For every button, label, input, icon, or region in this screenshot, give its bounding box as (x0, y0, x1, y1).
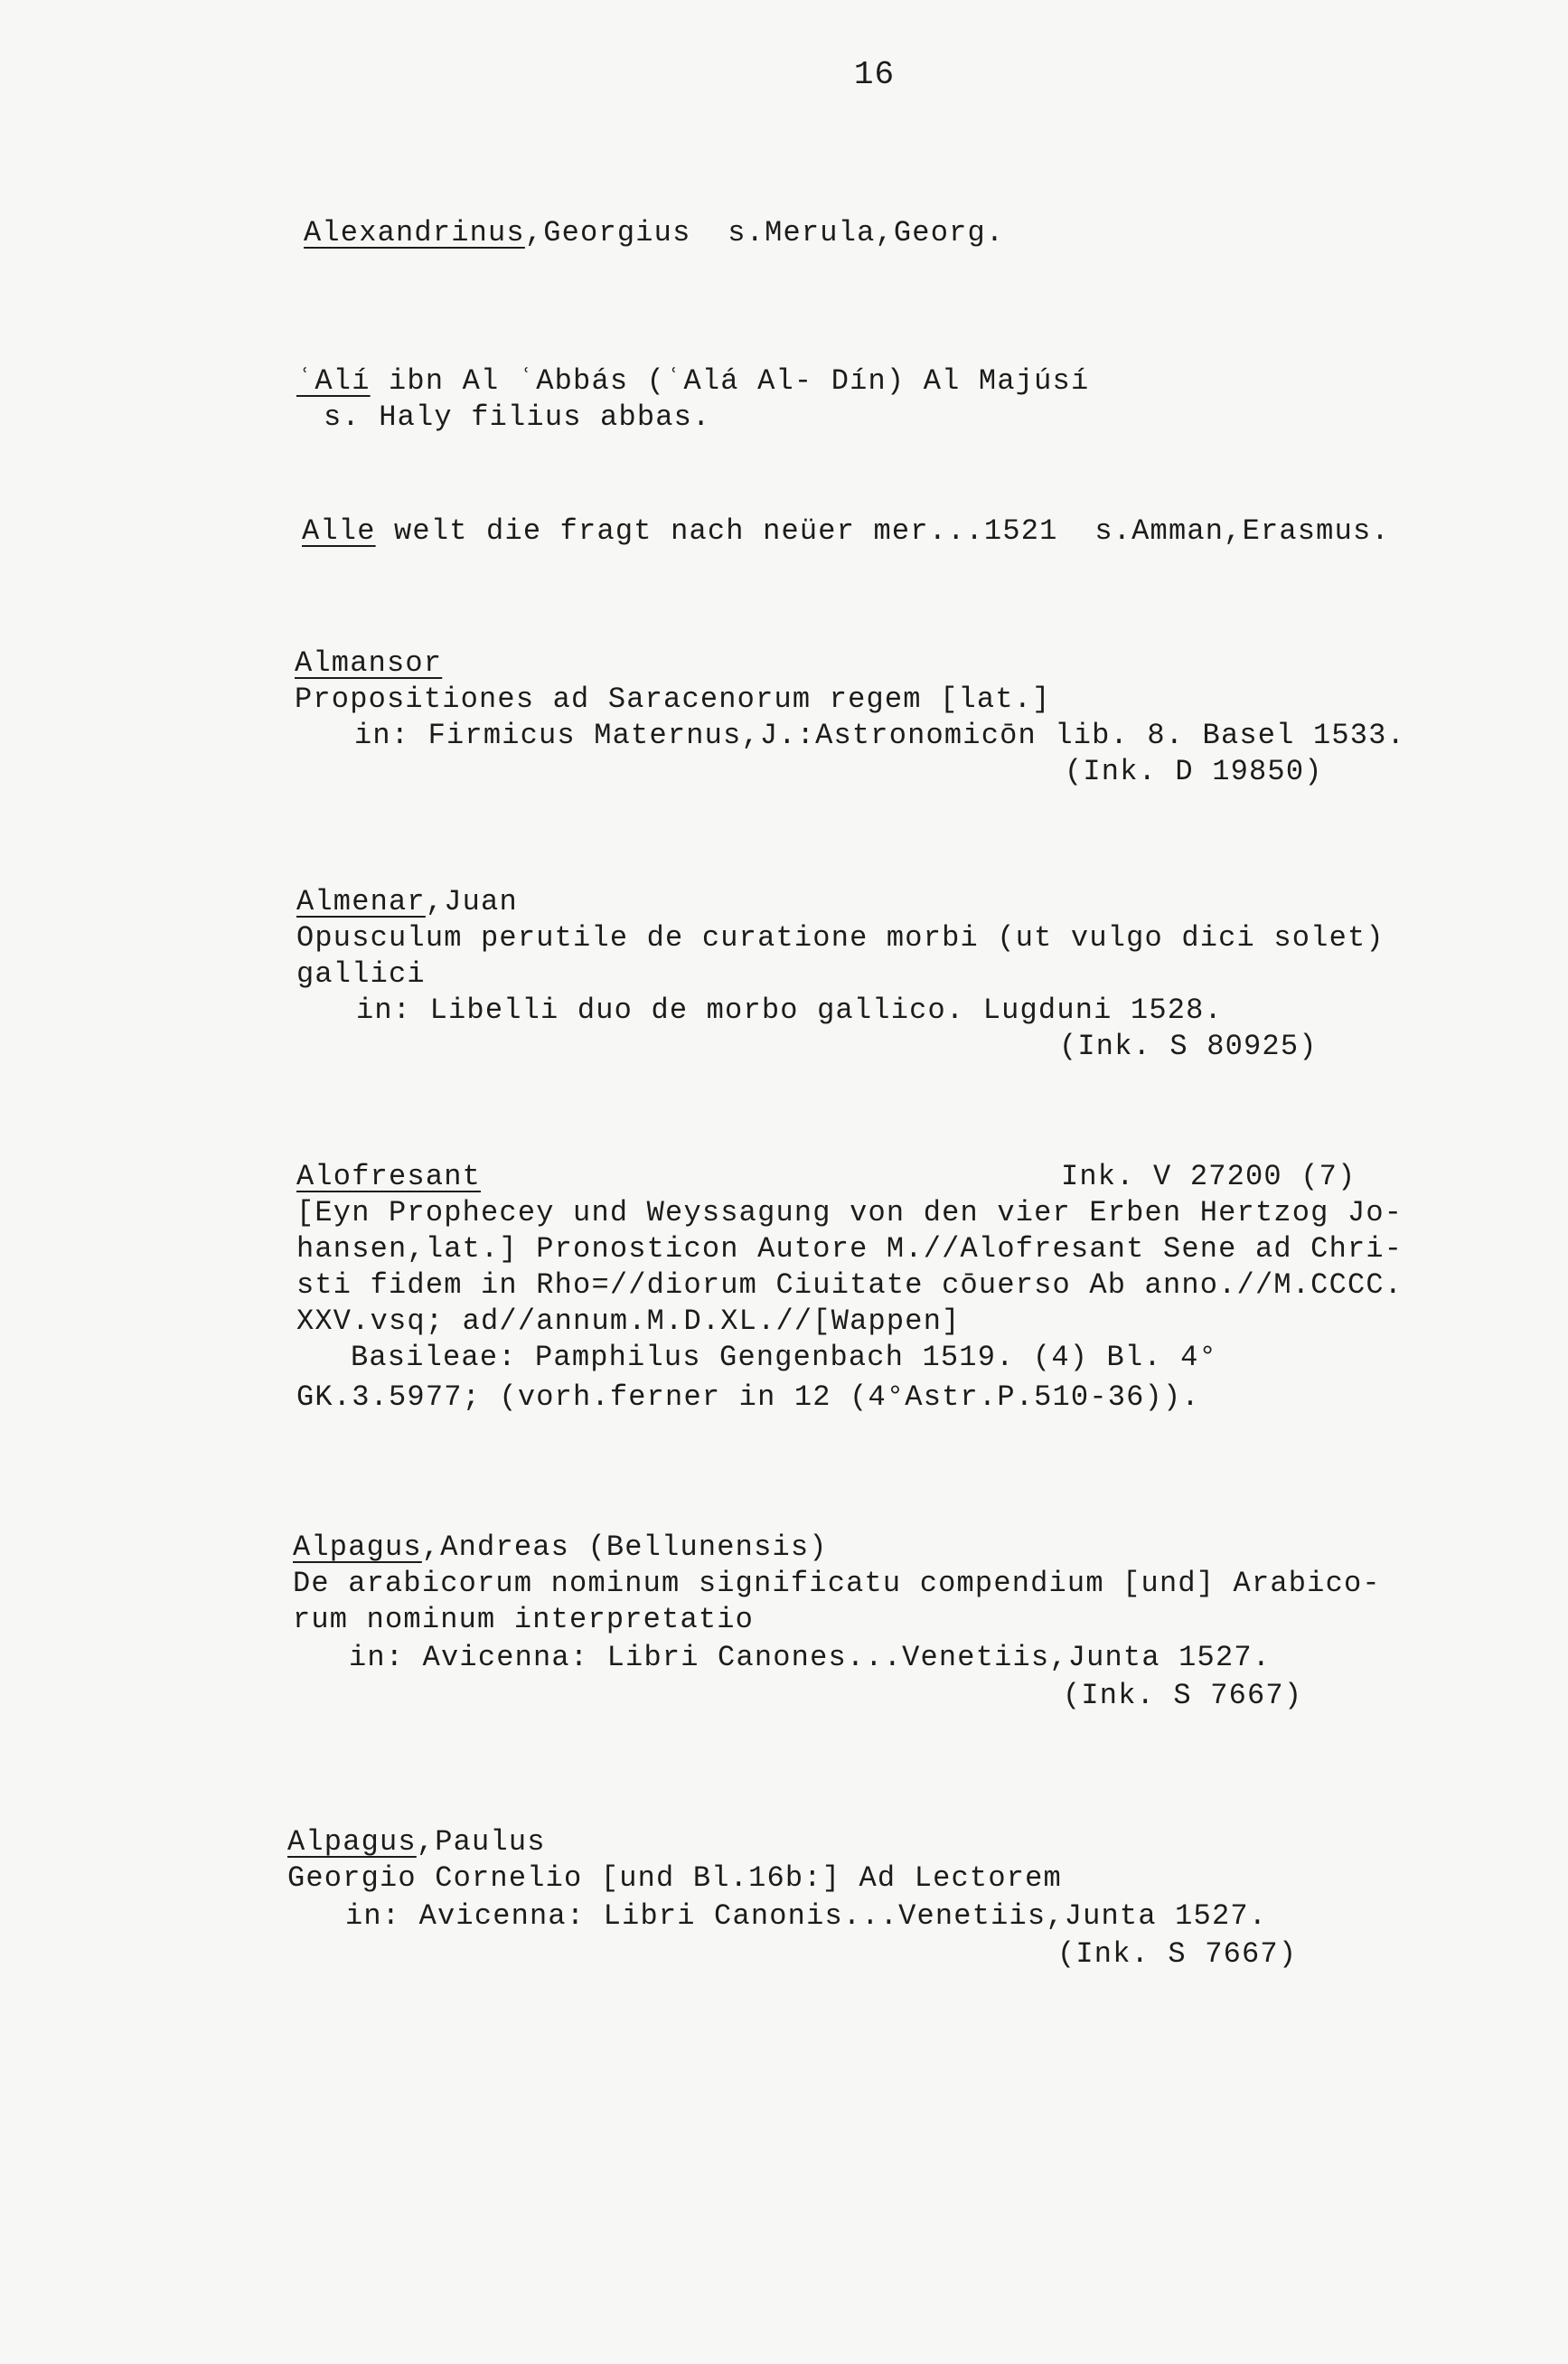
entry-heading-rest: ibn Al ʿAbbás (ʿAlá Al- Dín) Al Majúsí (370, 364, 1090, 398)
entry-line (302, 513, 1390, 550)
entry-heading: Alpagus (287, 1825, 417, 1859)
entry-line: in: Firmicus Maternus,J.:Astronomicōn lib. 8. Basel 1533. (354, 719, 1405, 752)
entry-line: in: Libelli duo de morbo gallico. Lugduni 1528. (356, 994, 1223, 1027)
entry-shelfmark: (Ink. D 19850) (1065, 755, 1323, 788)
entry-heading: Alpagus (293, 1530, 422, 1564)
entry-line (293, 1530, 828, 1566)
entry-shelfmark: (Ink. S 7667) (1057, 1937, 1298, 1971)
entry-line: Propositiones ad Saracenorum regem [lat.] (295, 683, 1051, 716)
entry-shelfmark: Ink. V 27200 (7) (1061, 1160, 1357, 1193)
entry-shelfmark: (Ink. S 7667) (1063, 1679, 1303, 1712)
entry-heading-rest: ,Andreas (Bellunensis) (421, 1530, 828, 1564)
page-number: 16 (853, 56, 896, 93)
entry-line: hansen,lat.] Pronosticon Autore M.//Alofresant Sene ad Chri- (296, 1232, 1404, 1266)
entry-heading: Alexandrinus (304, 216, 525, 250)
entry-line: Basileae: Pamphilus Gengenbach 1519. (4) Bl. 4° (351, 1341, 1217, 1374)
entry-heading-rest: ,Juan (425, 885, 518, 918)
entry-line (296, 884, 518, 920)
entry-line: rum nominum interpretatio (293, 1603, 755, 1636)
entry-line: XXV.vsq; ad//annum.M.D.XL.//[Wappen] (296, 1304, 961, 1338)
entry-heading-rest: ,Georgius s.Merula,Georg. (524, 216, 1005, 250)
entry-line: GK.3.5977; (vorh.ferner in 12 (4°Astr.P.510-36)). (296, 1380, 1200, 1414)
entry-line (296, 363, 1089, 400)
entry-line: in: Avicenna: Libri Canones...Venetiis,Junta 1527. (349, 1641, 1272, 1674)
entry-line: Georgio Cornelio [und Bl.16b:] Ad Lectorem (287, 1861, 1062, 1895)
entry-heading-rest: ,Paulus (416, 1825, 546, 1859)
entry-heading: Almenar (296, 885, 426, 918)
entry-shelfmark: (Ink. S 80925) (1059, 1030, 1318, 1063)
entry-heading: ʿAlí (296, 364, 371, 398)
entry-heading: Almansor (295, 646, 443, 680)
entry-line (287, 1824, 546, 1860)
entry-line: s. Haly filius abbas. (324, 400, 711, 434)
entry-line: Opusculum perutile de curatione morbi (ut vulgo dici solet) (296, 921, 1385, 955)
entry-heading-rest: welt die fragt nach neüer mer...1521 s.Amman,Erasmus. (375, 514, 1390, 548)
entry-line (304, 215, 1004, 251)
entry-line: De arabicorum nominum significatu compendium [und] Arabico- (293, 1567, 1381, 1600)
entry-line: sti fidem in Rho=//diorum Ciuitate cōuerso Ab anno.//M.CCCC. (296, 1268, 1404, 1302)
entry-line: in: Avicenna: Libri Canonis...Venetiis,Junta 1527. (345, 1899, 1268, 1933)
entry-heading: Alle (302, 514, 376, 548)
entry-heading: Alofresant (296, 1160, 482, 1193)
entry-line: [Eyn Prophecey und Weyssagung von den vier Erben Hertzog Jo- (296, 1196, 1404, 1229)
entry-line: gallici (296, 957, 426, 991)
